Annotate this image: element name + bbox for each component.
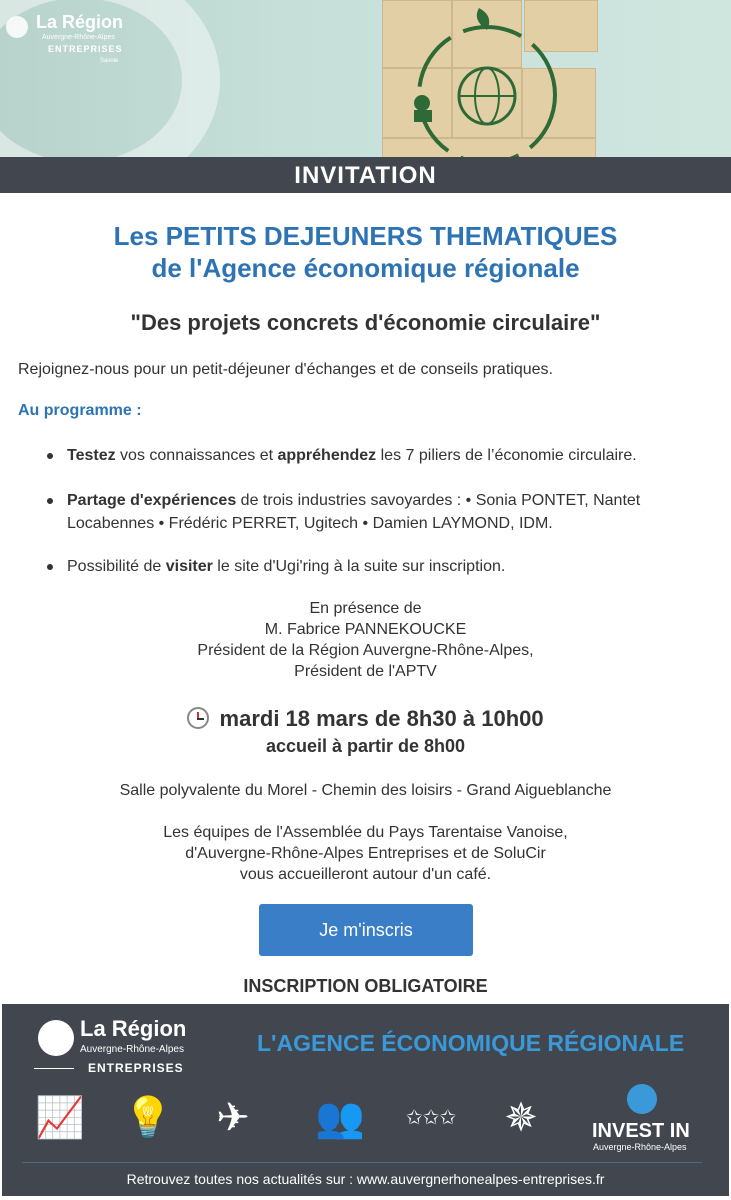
title-line: Les PETITS DEJEUNERS THEMATIQUES — [113, 221, 618, 251]
logo-entreprises: ENTREPRISES — [48, 44, 123, 54]
invest-region: Auvergne-Rhône-Alpes — [593, 1142, 687, 1152]
circular-economy-icon — [382, 0, 598, 157]
lightbulb-gear-icon[interactable]: 💡 — [123, 1096, 173, 1140]
logo-region: Auvergne-Rhône-Alpes — [42, 34, 115, 41]
intro-text: Rejoignez-nous pour un petit-déjeuner d'échanges et de conseils pratiques. — [18, 361, 553, 378]
clock-icon — [187, 707, 209, 729]
teams-text: Les équipes de l'Assemblée du Pays Tarentaise Vanoise, d'Auvergne-Rhône-Alpes Entreprises et de SoluCir vous accueilleront autour d'un café. — [163, 824, 568, 883]
invitation-banner: INVITATION — [0, 157, 731, 193]
welcome-time: accueil à partir de 8h00 — [265, 736, 466, 756]
list-item: Partage d'expériences de trois industries savoyardes : • Sonia PONTET, Nantet Locabennes • Frédéric PERRET, Ugitech • Damien LAYMOND, IDM. — [67, 489, 717, 535]
eu-stars-icon[interactable]: ✩✩✩ — [405, 1107, 457, 1129]
location: Salle polyvalente du Morel - Chemin des loisirs - Grand Aigueblanche — [119, 782, 612, 799]
mandatory-registration: INSCRIPTION OBLIGATOIRE — [243, 976, 488, 996]
agency-title: L'AGENCE ÉCONOMIQUE RÉGIONALE — [257, 1030, 685, 1056]
programme-label: Au programme : — [18, 402, 142, 419]
subtitle: "Des projets concrets d'économie circulaire" — [130, 310, 601, 335]
presence-block: En présence de M. Fabrice PANNEKOUCKE Président de la Région Auvergne-Rhône-Alpes, Président de l'APTV — [197, 600, 534, 680]
news-link[interactable]: Retrouvez toutes nos actualités sur : www.auvergnerhonealpes-entreprises.fr — [126, 1171, 605, 1187]
logo-dept: Savoie — [100, 58, 119, 64]
invest-in: INVEST IN — [592, 1120, 690, 1142]
date-text: mardi 18 mars de 8h30 à 10h00 — [219, 706, 544, 731]
growth-chart-icon[interactable]: 📈 — [35, 1096, 85, 1140]
footer: La Région Auvergne-Rhône-Alpes ENTREPRISES L'AGENCE ÉCONOMIQUE RÉGIONALE 📈 💡 ✈ 👥 ✩✩✩ ✵ INVEST IN Auvergne-Rhône-Alpes Retrouvez toutes nos actualités sur : www.auvergnerhonealpes-entreprises.fr — [2, 1004, 729, 1196]
airplane-icon[interactable]: ✈ — [216, 1096, 250, 1140]
wooden-blocks-image — [382, 0, 598, 157]
title-line: de l'Agence économique régionale — [151, 253, 580, 283]
list-item: Possibilité de visiter le site d'Ugi'ring à la suite sur inscription. — [67, 555, 717, 578]
register-button[interactable]: Je m'inscris — [259, 904, 473, 956]
page-title — [0, 220, 731, 284]
event-date — [0, 706, 731, 732]
compass-icon[interactable]: ✵ — [504, 1096, 538, 1140]
logo-name: La Région — [36, 12, 124, 32]
header-banner-image — [0, 0, 731, 157]
list-item: Testez vos connaissances et appréhendez les 7 piliers de l’économie circulaire. — [67, 444, 717, 467]
people-icon[interactable]: 👥 — [315, 1096, 365, 1140]
invest-logo-icon — [627, 1084, 657, 1114]
